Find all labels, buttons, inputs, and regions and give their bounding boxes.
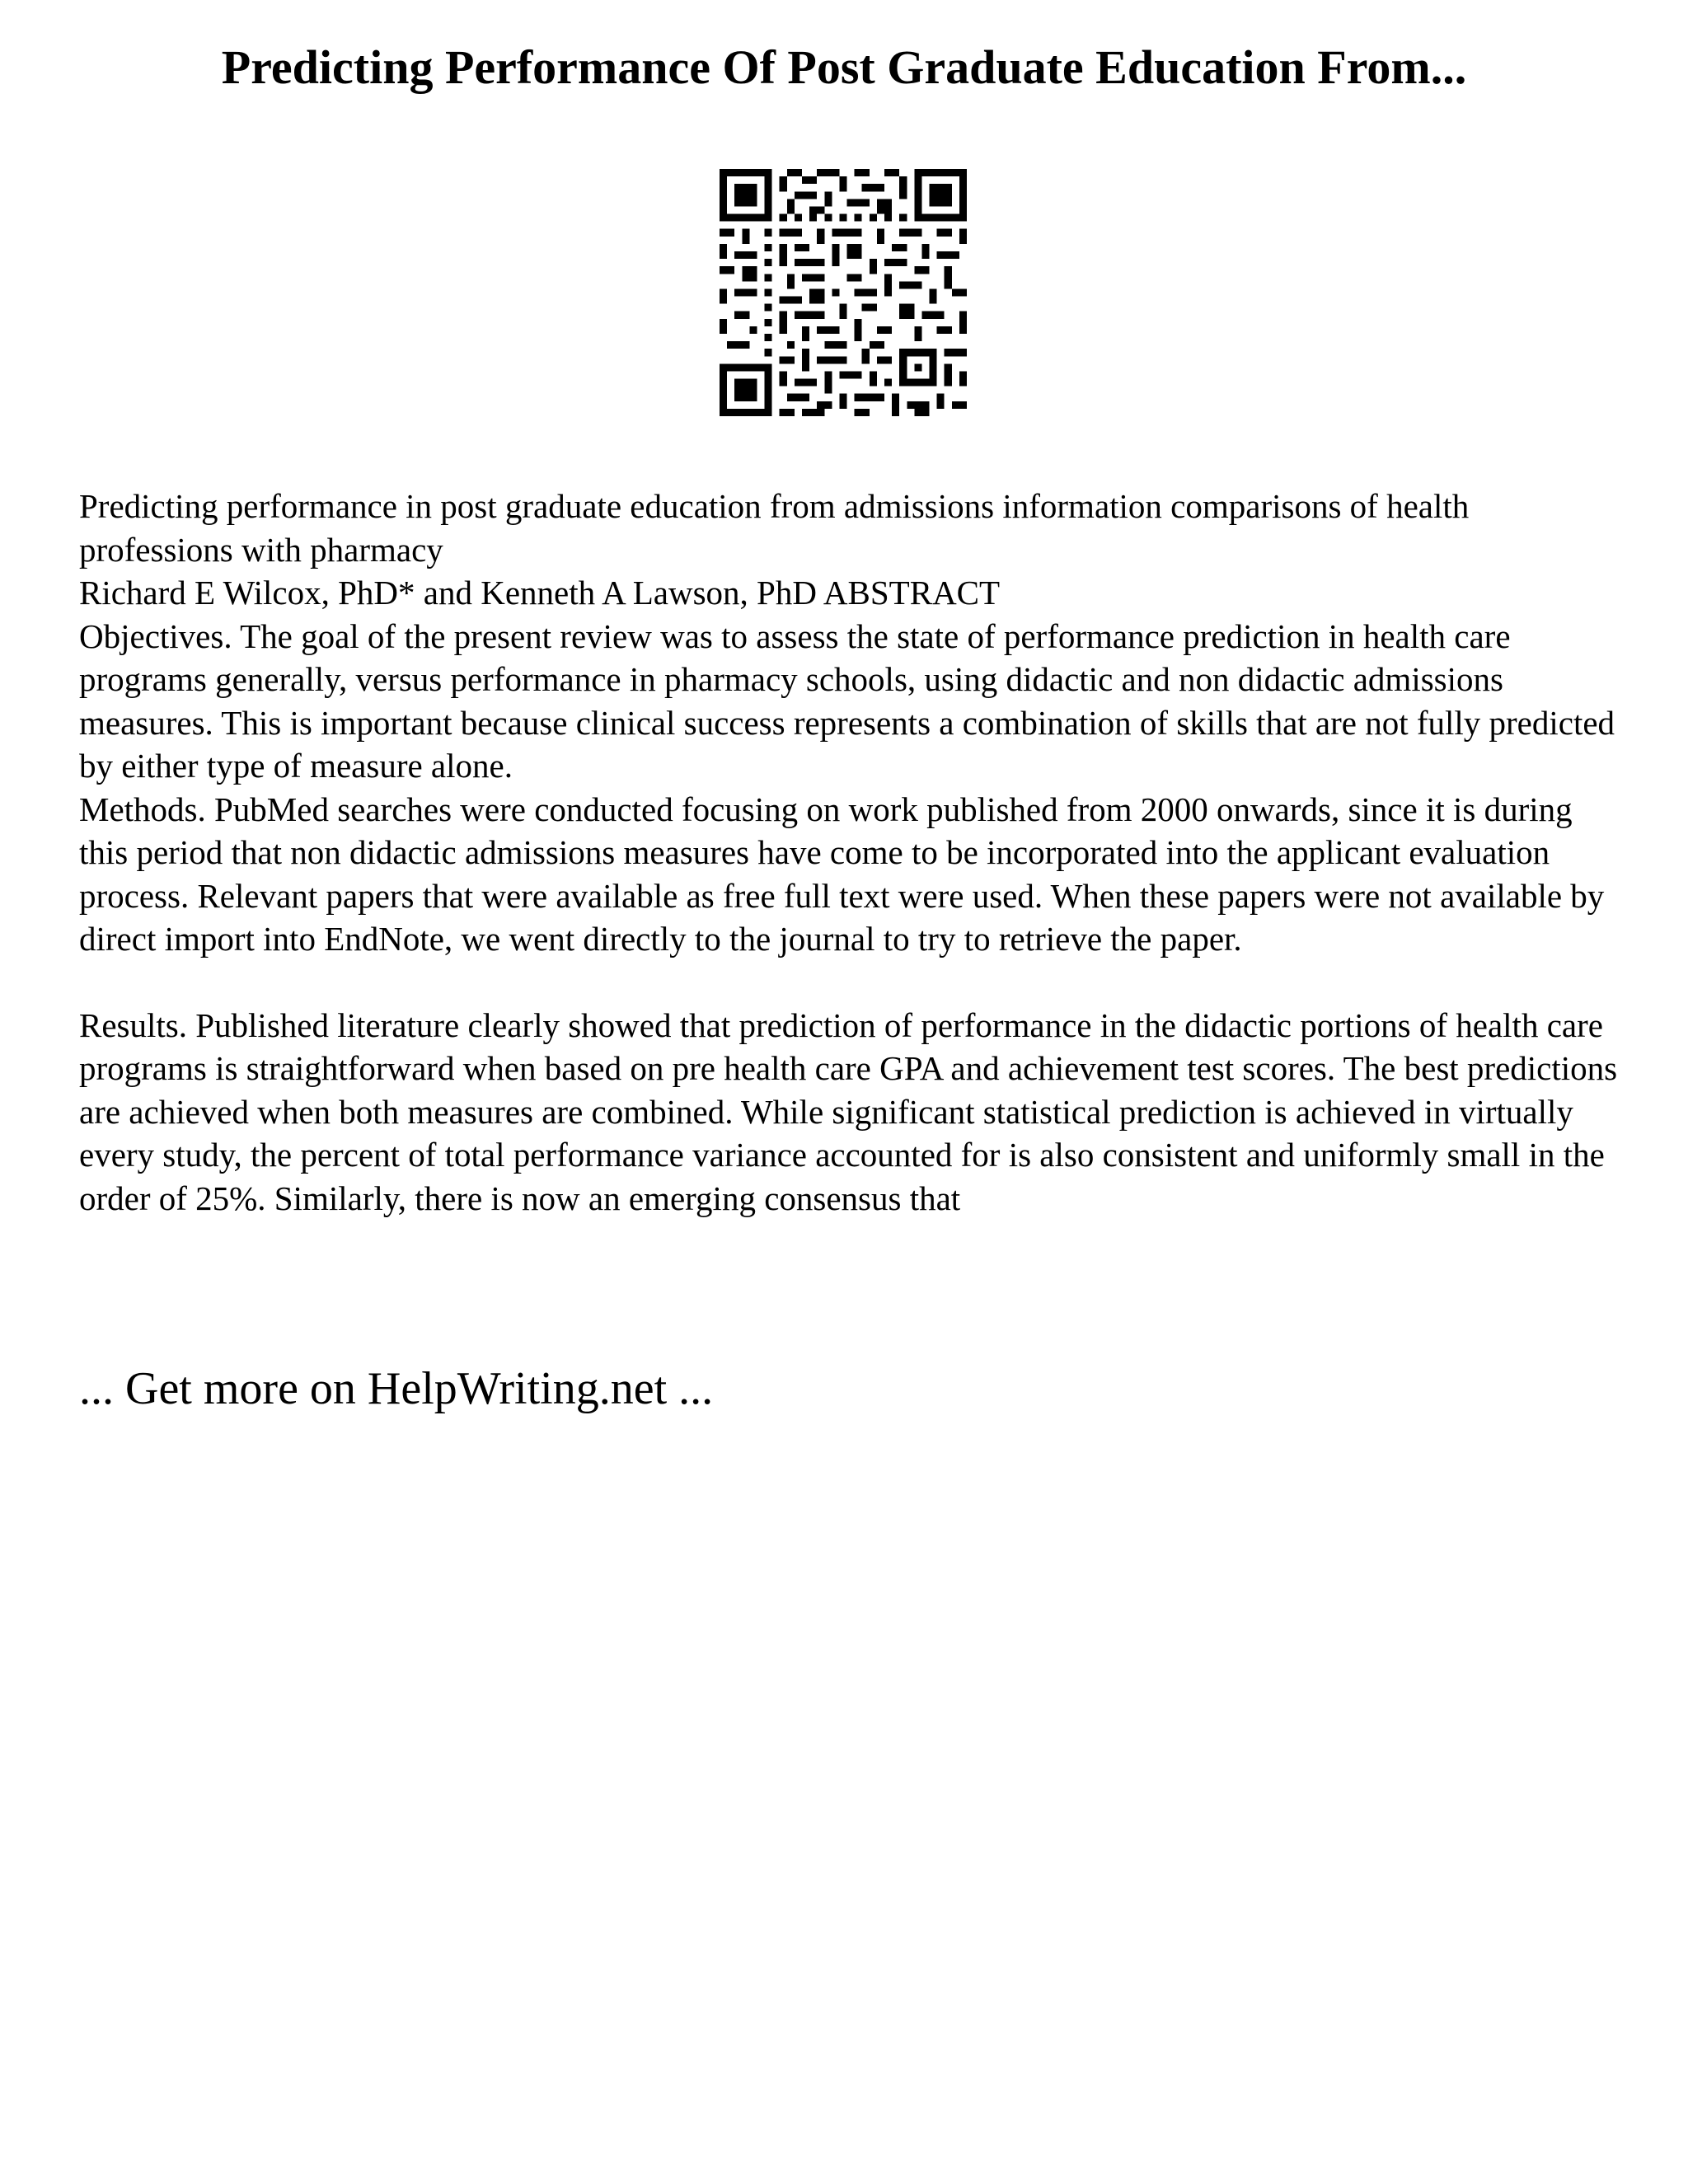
paragraph-authors: Richard E Wilcox, PhD* and Kenneth A Lawson, PhD ABSTRACT: [79, 574, 1001, 612]
qr-code-icon: [720, 169, 967, 416]
paragraph-methods: Methods. PubMed searches were conducted focusing on work published from 2000 onwards, since it is during this period that non didactic admissions measures have come to be incorporated into the applicant evaluation process. Relevant papers that were available as free full text were used. When these papers were not available by direct import into EndNote, we went directly to the journal to try to retrieve the paper.: [79, 790, 1605, 958]
paragraph-heading: Predicting performance in post graduate education from admissions information comparisons of health professions with pharmacy: [79, 487, 1470, 569]
paragraph-spacer: [79, 961, 1629, 1004]
document-title: Predicting Performance Of Post Graduate Education From...: [221, 40, 1467, 94]
paragraph-objectives: Objectives. The goal of the present review was to assess the state of performance prediction in health care programs generally, versus performance in pharmacy schools, using didactic and non didactic admissions measures. This is important because clinical success represents a combination of skills that are not fully predicted by either type of measure alone.: [79, 616, 1615, 785]
paragraph-results: Results. Published literature clearly showed that prediction of performance in the didactic portions of health care programs is straightforward when based on pre health care GPA and achievement test scores. The best predictions are achieved when both measures are combined. While significant statistical prediction is achieved in virtually every study, the percent of total performance variance accounted for is also consistent and uniformly small in the order of 25%. Similarly, there is now an emerging consensus that: [79, 1005, 1618, 1217]
get-more-link[interactable]: ... Get more on HelpWriting.net ...: [79, 1363, 714, 1414]
document-body: [79, 485, 1629, 1220]
